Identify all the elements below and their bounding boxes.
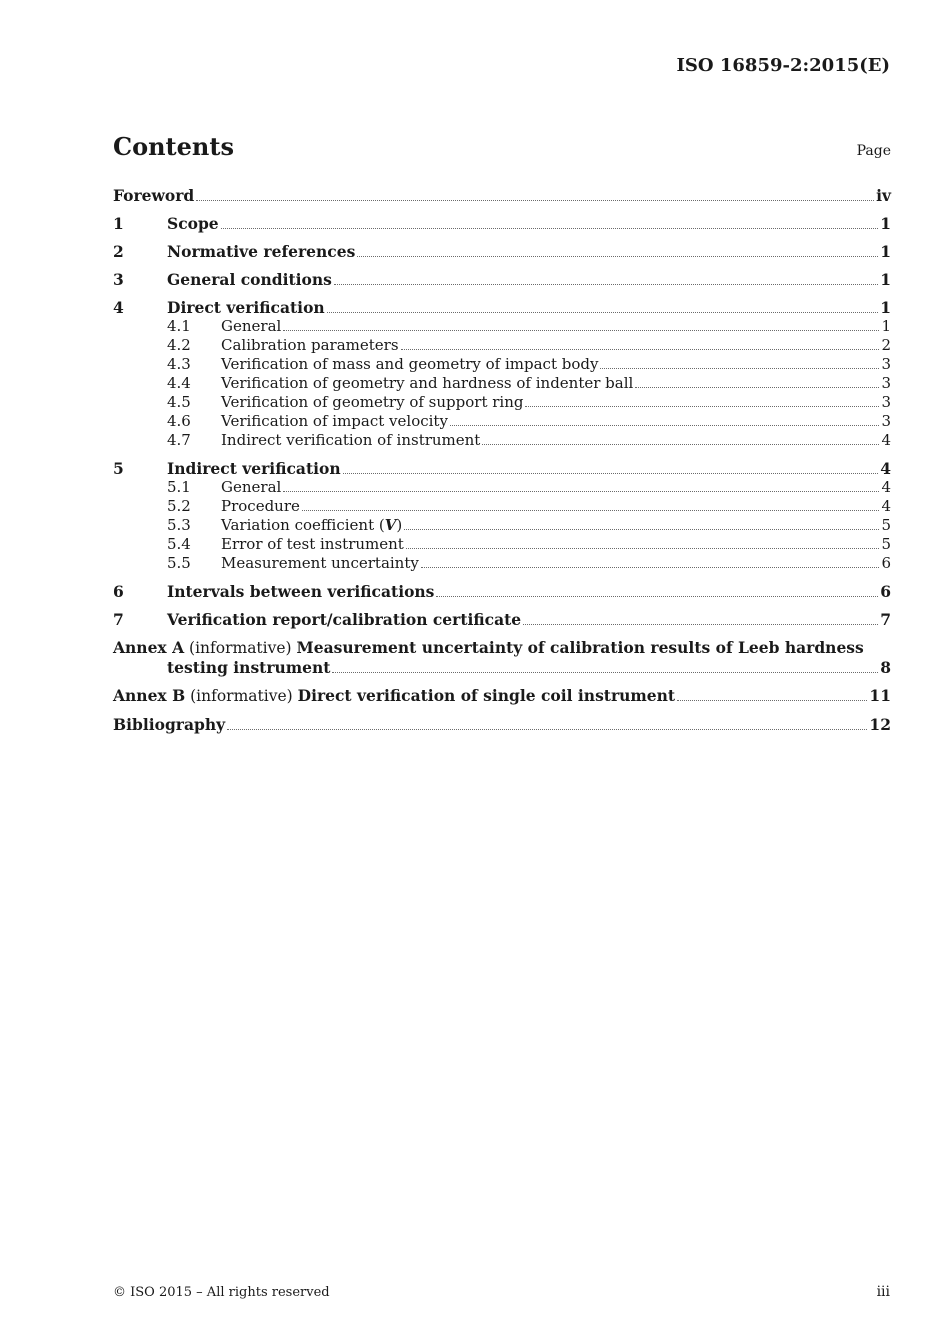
document-id: ISO 16859-2:2015(E) (676, 55, 890, 76)
annex-a-second-line (113, 658, 891, 677)
annex-a-first-line (113, 638, 891, 658)
toc-page: 5 (881, 535, 891, 553)
toc-number: 4.1 (167, 317, 191, 335)
toc-entry-subsection[interactable] (113, 393, 891, 412)
toc-entry-subsection[interactable] (113, 535, 891, 554)
toc-number: 5.5 (167, 554, 191, 572)
toc-entry-foreword[interactable] (113, 186, 891, 205)
dot-leader (525, 406, 879, 407)
toc-entry-section[interactable] (113, 610, 891, 629)
toc-label: Direct verification (167, 298, 325, 317)
toc-page: 8 (880, 658, 891, 677)
toc-entry-subsection[interactable] (113, 497, 891, 516)
toc-label: General (221, 317, 282, 335)
toc-label: Verification of impact velocity (221, 412, 448, 430)
dot-leader (600, 368, 879, 369)
toc-label: Verification of geometry of support ring (221, 393, 524, 411)
toc-entry-section[interactable] (113, 214, 891, 233)
toc-page: 6 (880, 582, 891, 601)
toc-entry-bibliography[interactable] (113, 715, 891, 734)
toc-number: 5 (113, 459, 124, 478)
toc-page: 3 (881, 412, 891, 430)
toc-page: 1 (880, 242, 891, 261)
toc-title: Contents (113, 132, 234, 161)
toc-label: Error of test instrument (221, 535, 404, 553)
toc-label: Indirect verification of instrument (221, 431, 481, 449)
dot-leader (436, 596, 878, 597)
toc-page: 7 (880, 610, 891, 629)
dot-leader (196, 200, 874, 201)
dot-leader (635, 387, 879, 388)
toc-label: Procedure (221, 497, 300, 515)
toc-label: General conditions (167, 270, 332, 289)
toc-number: 6 (113, 582, 124, 601)
toc-label: Intervals between verifications (167, 582, 435, 601)
dot-leader (327, 312, 879, 313)
toc-label: Foreword (113, 186, 195, 205)
toc-entry-section[interactable] (113, 298, 891, 317)
toc-page: 11 (869, 686, 891, 705)
toc-label: Verification of geometry and hardness of indenter ball (221, 374, 634, 392)
dot-leader (677, 700, 867, 701)
dot-leader (221, 228, 879, 229)
annex-title: Direct verification of single coil instrument (297, 686, 676, 705)
toc-number: 3 (113, 270, 124, 289)
toc-page: 1 (881, 317, 891, 335)
toc-entry-section[interactable] (113, 459, 891, 478)
dot-leader (332, 672, 878, 673)
toc-label: Bibliography (113, 715, 226, 734)
toc-label: Measurement uncertainty (221, 554, 419, 572)
dot-leader (343, 473, 879, 474)
dot-leader (302, 510, 880, 511)
toc-number: 4.6 (167, 412, 191, 430)
toc-page: 3 (881, 355, 891, 373)
dot-leader (482, 444, 879, 445)
toc-entry-subsection[interactable] (113, 355, 891, 374)
annex-prefix: Annex A (113, 638, 185, 657)
toc-number: 4.4 (167, 374, 191, 392)
dot-leader (401, 349, 880, 350)
toc-entry-subsection[interactable] (113, 317, 891, 336)
dot-leader (404, 529, 879, 530)
footer-copyright: © ISO 2015 – All rights reserved (113, 1285, 330, 1300)
toc-label: Indirect verification (167, 459, 341, 478)
toc-label: Variation coefficient (V) (221, 516, 403, 534)
toc-label: General (221, 478, 282, 496)
dot-leader (227, 729, 867, 730)
toc-page: 4 (881, 478, 891, 496)
dot-leader (334, 284, 878, 285)
table-of-contents (113, 186, 891, 734)
toc-page: 3 (881, 374, 891, 392)
annex-b-label (113, 686, 675, 706)
toc-page: 1 (880, 298, 891, 317)
annex-title: Measurement uncertainty of calibration results of Leeb hardness (296, 638, 864, 657)
dot-leader (450, 425, 880, 426)
toc-entry-annex-a[interactable] (113, 638, 891, 677)
page-column-label: Page (856, 143, 891, 159)
toc-entry-subsection[interactable] (113, 412, 891, 431)
toc-entry-subsection[interactable] (113, 516, 891, 535)
toc-entry-subsection[interactable] (113, 478, 891, 497)
toc-number: 4.7 (167, 431, 191, 449)
toc-number: 4.3 (167, 355, 191, 373)
toc-number: 5.3 (167, 516, 191, 534)
dot-leader (523, 624, 878, 625)
toc-number: 4.5 (167, 393, 191, 411)
toc-page: iv (876, 186, 891, 205)
annex-title-continued: testing instrument (167, 658, 331, 677)
variable-symbol: V (384, 516, 397, 534)
toc-page: 4 (880, 459, 891, 478)
toc-label: Normative references (167, 242, 356, 261)
footer-page-number: iii (876, 1284, 890, 1300)
annex-prefix: Annex B (113, 686, 186, 705)
toc-entry-section[interactable] (113, 242, 891, 261)
toc-entry-subsection[interactable] (113, 431, 891, 450)
toc-page: 5 (881, 516, 891, 534)
toc-number: 5.2 (167, 497, 191, 515)
toc-page: 3 (881, 393, 891, 411)
toc-page: 6 (881, 554, 891, 572)
toc-page: 12 (869, 715, 891, 734)
toc-number: 5.4 (167, 535, 191, 553)
toc-label: Verification report/calibration certificate (167, 610, 522, 629)
toc-number: 5.1 (167, 478, 191, 496)
toc-page: 4 (881, 431, 891, 449)
toc-label: Scope (167, 214, 219, 233)
toc-label: Calibration parameters (221, 336, 399, 354)
toc-page: 4 (881, 497, 891, 515)
toc-entry-subsection[interactable] (113, 374, 891, 393)
annex-type: (informative) (189, 639, 292, 657)
toc-entry-annex-b[interactable] (113, 686, 891, 706)
toc-number: 4.2 (167, 336, 191, 354)
annex-type: (informative) (190, 687, 293, 705)
toc-entry-subsection[interactable] (113, 554, 891, 573)
toc-entry-subsection[interactable] (113, 336, 891, 355)
toc-number: 7 (113, 610, 124, 629)
dot-leader (406, 548, 880, 549)
toc-number: 1 (113, 214, 124, 233)
dot-leader (421, 567, 880, 568)
dot-leader (283, 330, 879, 331)
dot-leader (357, 256, 878, 257)
dot-leader (283, 491, 879, 492)
toc-entry-section[interactable] (113, 270, 891, 289)
toc-page: 1 (880, 270, 891, 289)
toc-entry-section[interactable] (113, 582, 891, 601)
toc-page: 2 (881, 336, 891, 354)
toc-page: 1 (880, 214, 891, 233)
toc-number: 2 (113, 242, 124, 261)
toc-number: 4 (113, 298, 124, 317)
toc-label: Verification of mass and geometry of impact body (221, 355, 599, 373)
